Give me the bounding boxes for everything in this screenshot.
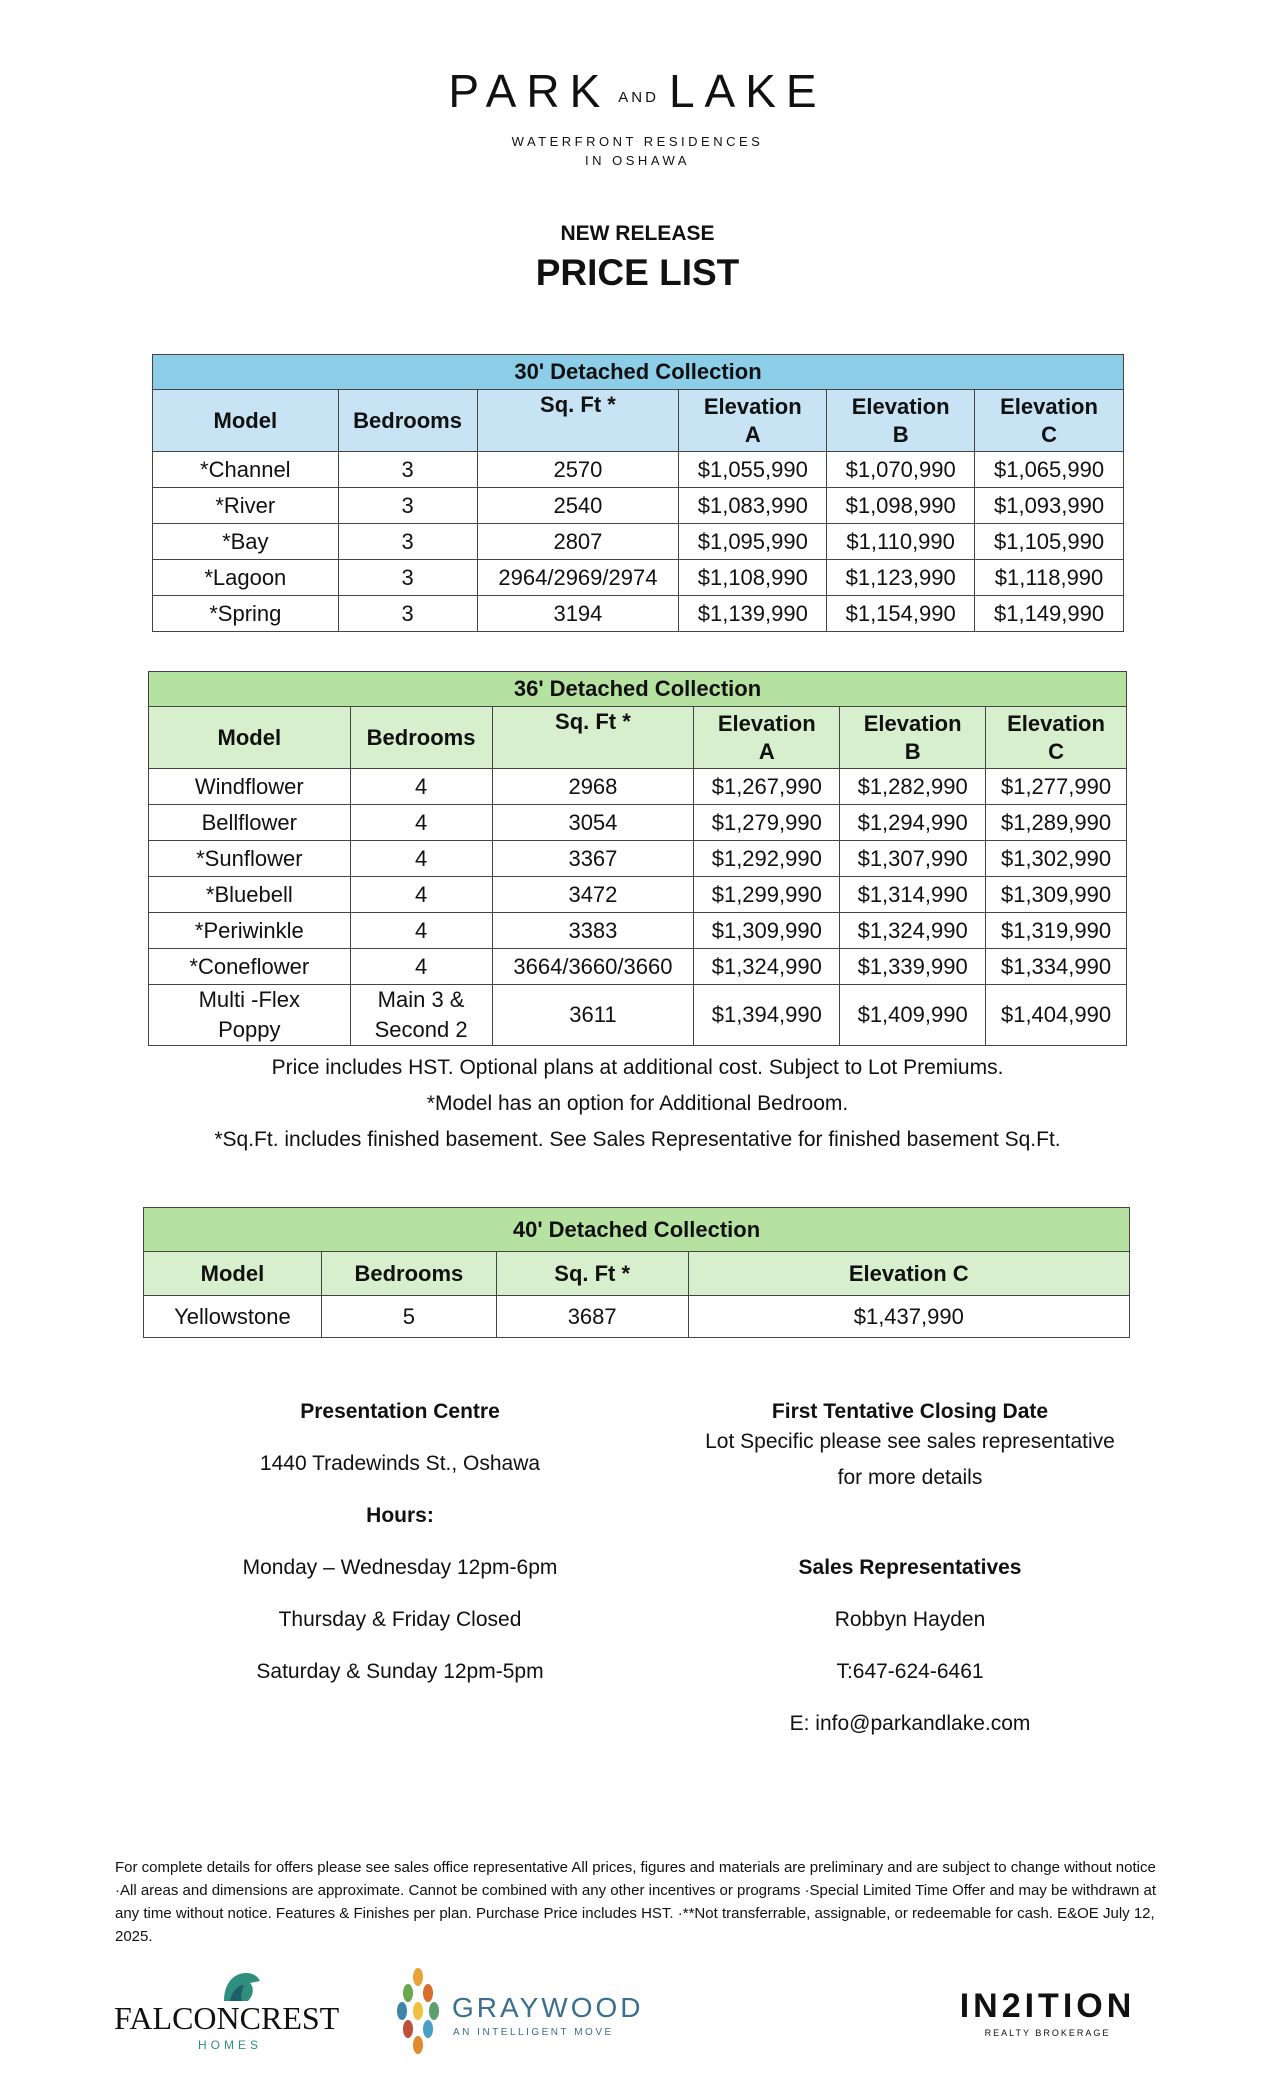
hours-weekend: Saturday & Sunday 12pm-5pm bbox=[256, 1660, 544, 1683]
note-hst: Price includes HST. Optional plans at additional cost. Subject to Lot Premiums. bbox=[271, 1056, 1004, 1079]
sales-phone: T:647-624-6461 bbox=[836, 1660, 984, 1683]
table-row: Multi -Flex Poppy Main 3 & Second 2 3611 $1,394,990 $1,409,990 $1,404,990 bbox=[149, 985, 1127, 1046]
col-model: Model bbox=[149, 707, 351, 769]
in2ition-sub: REALTY BROKERAGE bbox=[984, 2028, 1111, 2038]
table-row: *Bay 3 2807 $1,095,990 $1,110,990 $1,105,990 bbox=[153, 524, 1124, 560]
table-row: *Spring 3 3194 $1,139,990 $1,154,990 $1,149,990 bbox=[153, 596, 1124, 632]
closing-line-2: for more details bbox=[837, 1466, 983, 1489]
col-sqft: Sq. Ft * bbox=[492, 707, 694, 769]
table-row: *Periwinkle 4 3383 $1,309,990 $1,324,990 $1,319,990 bbox=[149, 913, 1127, 949]
table-row: *Bluebell 4 3472 $1,299,990 $1,314,990 $1,309,990 bbox=[149, 877, 1127, 913]
col-elev-c: Elevation C bbox=[975, 390, 1124, 452]
col-elev-b: Elevation B bbox=[840, 707, 986, 769]
hours-label: Hours: bbox=[366, 1504, 434, 1527]
col-bedrooms: Bedrooms bbox=[350, 707, 492, 769]
table-row: *Lagoon 3 2964/2969/2974 $1,108,990 $1,123,990 $1,118,990 bbox=[153, 560, 1124, 596]
table-row: *Coneflower 4 3664/3660/3660 $1,324,990 $1,339,990 $1,334,990 bbox=[149, 949, 1127, 985]
sales-rep-name: Robbyn Hayden bbox=[834, 1608, 986, 1631]
note-sqft: *Sq.Ft. includes finished basement. See Sales Representative for finished basement Sq.Ft. bbox=[214, 1128, 1061, 1151]
col-elev-a: Elevation A bbox=[694, 707, 840, 769]
logo-subtitle-1: WATERFRONT RESIDENCES bbox=[511, 134, 764, 149]
col-elev-a: Elevation A bbox=[679, 390, 827, 452]
col-model: Model bbox=[153, 390, 339, 452]
falconcrest-wordmark: FALCONCREST bbox=[114, 2000, 340, 2036]
table-30-detached bbox=[152, 354, 1124, 632]
in2ition-wordmark: IN2ITION bbox=[959, 1987, 1136, 2025]
sales-heading: Sales Representatives bbox=[798, 1556, 1022, 1579]
brand-logo bbox=[0, 64, 1275, 170]
closing-line-1: Lot Specific please see sales representative bbox=[705, 1430, 1115, 1453]
presentation-heading: Presentation Centre bbox=[300, 1400, 500, 1423]
col-sqft: Sq. Ft * bbox=[477, 390, 679, 452]
presentation-address: 1440 Tradewinds St., Oshawa bbox=[259, 1452, 541, 1475]
falconcrest-sub: HOMES bbox=[197, 2038, 263, 2052]
graywood-tagline: AN INTELLIGENT MOVE bbox=[453, 2027, 614, 2038]
table-title: 40' Detached Collection bbox=[144, 1208, 1130, 1252]
legal-disclaimer: For complete details for offers please see sales office representative All prices, figures and materials are preliminary and are subject to change without notice ·All areas and dimensions are approximate. Cannot be combined with any other incentives or programs ·Special Limited Time Offer and may be withdrawn at any time without notice. Features & Finishes per plan. Purchase Price includes HST. ·**Not transferrable, assignable, or redeemable for cash. E&OE July 12, 2025. bbox=[115, 1859, 1157, 1945]
logo-subtitle-2: IN OSHAWA bbox=[585, 153, 690, 168]
table-row: Yellowstone 5 3687 $1,437,990 bbox=[144, 1296, 1130, 1338]
col-bedrooms: Bedrooms bbox=[321, 1252, 496, 1296]
table-36-detached bbox=[148, 671, 1127, 1046]
col-model: Model bbox=[144, 1252, 322, 1296]
col-elev-c: Elevation C bbox=[688, 1252, 1129, 1296]
logo-lake: LAKE bbox=[668, 65, 827, 117]
col-elev-b: Elevation B bbox=[827, 390, 975, 452]
hours-weekday: Monday – Wednesday 12pm-6pm bbox=[242, 1556, 558, 1579]
logo-park: PARK bbox=[448, 65, 611, 117]
logo-and: AND bbox=[618, 88, 659, 106]
table-row: Bellflower 4 3054 $1,279,990 $1,294,990 $1,289,990 bbox=[149, 805, 1127, 841]
col-elev-c: Elevation C bbox=[986, 707, 1127, 769]
table-row: *Sunflower 4 3367 $1,292,990 $1,307,990 $1,302,990 bbox=[149, 841, 1127, 877]
release-label: NEW RELEASE bbox=[560, 222, 715, 245]
closing-heading: First Tentative Closing Date bbox=[771, 1400, 1049, 1423]
page-title: PRICE LIST bbox=[535, 252, 740, 293]
table-40-detached bbox=[143, 1207, 1130, 1338]
col-bedrooms: Bedrooms bbox=[338, 390, 477, 452]
table-title: 36' Detached Collection bbox=[149, 672, 1127, 707]
pricing-notes bbox=[0, 1050, 1275, 1158]
table-row: *River 3 2540 $1,083,990 $1,098,990 $1,093,990 bbox=[153, 488, 1124, 524]
footer-logos bbox=[0, 1965, 1275, 2065]
hours-closed: Thursday & Friday Closed bbox=[278, 1608, 522, 1631]
table-row: Windflower 4 2968 $1,267,990 $1,282,990 $1,277,990 bbox=[149, 769, 1127, 805]
falconcrest-logo bbox=[112, 1965, 357, 2055]
graywood-logo bbox=[390, 1965, 650, 2060]
note-bedroom: *Model has an option for Additional Bedroom. bbox=[426, 1092, 849, 1115]
in2ition-logo bbox=[945, 1987, 1150, 2038]
graywood-wordmark: GRAYWOOD bbox=[452, 1992, 644, 2023]
table-row: *Channel 3 2570 $1,055,990 $1,070,990 $1,065,990 bbox=[153, 452, 1124, 488]
sales-email[interactable]: E: info@parkandlake.com bbox=[789, 1712, 1031, 1735]
table-title: 30' Detached Collection bbox=[153, 355, 1124, 390]
graywood-leaf-icon bbox=[397, 1968, 439, 2054]
col-sqft: Sq. Ft * bbox=[496, 1252, 688, 1296]
